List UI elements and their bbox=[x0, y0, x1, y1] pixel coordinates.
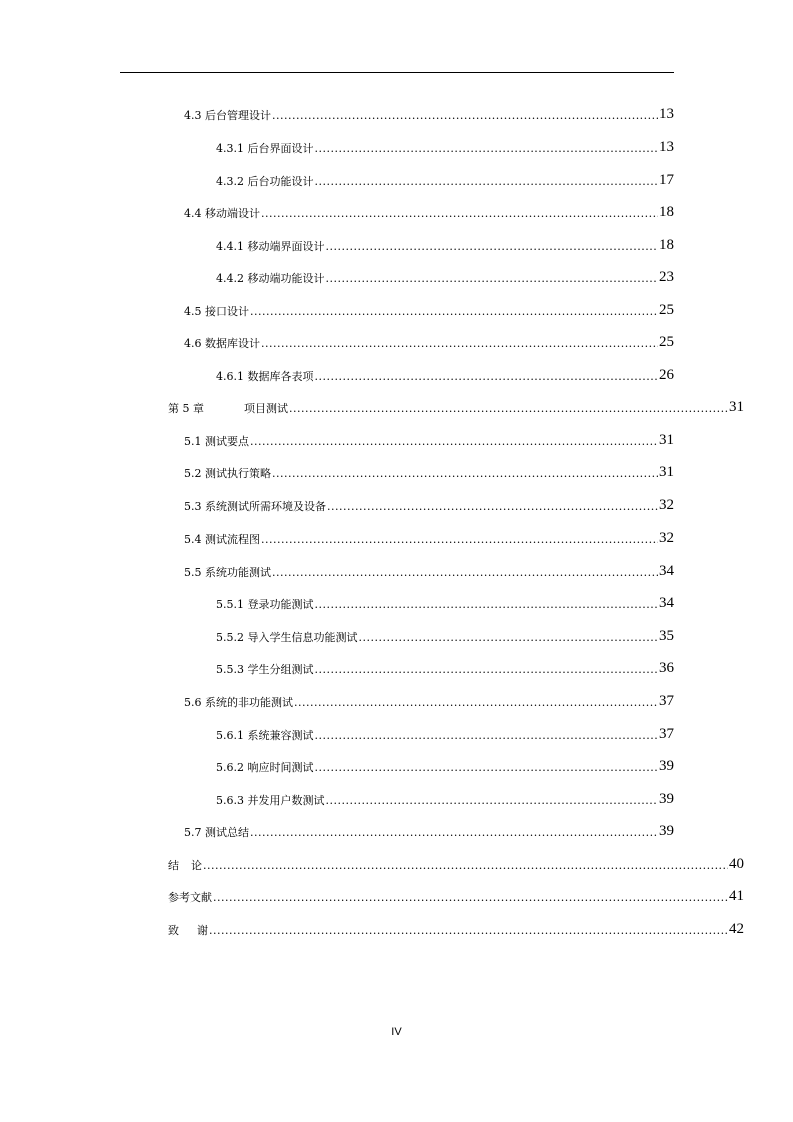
toc-entry-page: 18 bbox=[659, 204, 674, 220]
toc-entry-title: 5.3 系统测试所需环境及设备 bbox=[184, 500, 326, 513]
dot-leader bbox=[315, 142, 659, 156]
chapter-number: 第 5 章 bbox=[168, 402, 204, 415]
toc-entry-4-4-1[interactable] bbox=[216, 234, 674, 254]
toc-entry-page: 39 bbox=[659, 823, 674, 839]
toc-entry-4-3-1[interactable] bbox=[216, 136, 674, 156]
dot-leader bbox=[359, 631, 659, 645]
toc-entry-title: 5.6.3 并发用户数测试 bbox=[216, 794, 325, 807]
toc-entry-title: 4.5 接口设计 bbox=[184, 305, 249, 318]
toc-entry-title bbox=[168, 402, 288, 416]
dot-leader bbox=[272, 467, 658, 481]
dot-leader bbox=[289, 402, 728, 416]
toc-entry-title: 4.3.1 后台界面设计 bbox=[216, 142, 314, 155]
toc-entry-page: 17 bbox=[659, 172, 674, 188]
dot-leader bbox=[315, 761, 659, 775]
toc-entry-4-5[interactable] bbox=[184, 299, 674, 319]
toc-entry-4-6-1[interactable] bbox=[216, 364, 674, 384]
dot-leader bbox=[315, 370, 659, 384]
dot-leader bbox=[250, 435, 658, 449]
toc-entry-4-3-2[interactable] bbox=[216, 169, 674, 189]
toc-entry-title: 5.5.2 导入学生信息功能测试 bbox=[216, 631, 358, 644]
toc-entry-title: 5.5.1 登录功能测试 bbox=[216, 598, 314, 611]
toc-entry-title bbox=[168, 859, 202, 873]
toc-entry-title: 4.6 数据库设计 bbox=[184, 337, 260, 350]
dot-leader bbox=[315, 663, 659, 677]
toc-entry-page: 41 bbox=[729, 888, 744, 904]
toc-entry-chapter-5[interactable] bbox=[168, 396, 744, 416]
toc-entry-5-6-2[interactable] bbox=[216, 755, 674, 775]
toc-entry-page: 36 bbox=[659, 660, 674, 676]
toc-entry-title: 4.4 移动端设计 bbox=[184, 207, 260, 220]
toc-entry-title: 5.4 测试流程图 bbox=[184, 533, 260, 546]
toc-entry-title: 5.5 系统功能测试 bbox=[184, 566, 271, 579]
toc-entry-title: 5.5.3 学生分组测试 bbox=[216, 663, 314, 676]
dot-leader bbox=[315, 729, 659, 743]
dot-leader bbox=[250, 305, 658, 319]
toc-entry-page: 13 bbox=[659, 139, 674, 155]
toc-entry-title-part: 论 bbox=[191, 859, 202, 872]
dot-leader bbox=[272, 109, 658, 123]
toc-entry-page: 34 bbox=[659, 563, 674, 579]
toc-entry-title: 4.4.2 移动端功能设计 bbox=[216, 272, 325, 285]
toc-entry-title: 5.6.2 响应时间测试 bbox=[216, 761, 314, 774]
toc-entry-title-part: 谢 bbox=[197, 924, 208, 937]
toc-entry-page: 25 bbox=[659, 334, 674, 350]
dot-leader bbox=[326, 272, 659, 286]
toc-entry-conclusion[interactable] bbox=[168, 853, 744, 873]
toc-entry-title: 5.1 测试要点 bbox=[184, 435, 249, 448]
toc-entry-acknowledgements[interactable] bbox=[168, 918, 744, 938]
toc-entry-page: 31 bbox=[659, 464, 674, 480]
chapter-title: 项目测试 bbox=[244, 402, 288, 415]
toc-entry-page: 23 bbox=[659, 269, 674, 285]
toc-entry-5-5-3[interactable] bbox=[216, 657, 674, 677]
toc-entry-title: 4.4.1 移动端界面设计 bbox=[216, 240, 325, 253]
toc-entry-page: 39 bbox=[659, 758, 674, 774]
toc-entry-title: 5.2 测试执行策略 bbox=[184, 467, 271, 480]
toc-entry-title-part: 致 bbox=[168, 924, 179, 937]
toc-entry-5-5-2[interactable] bbox=[216, 625, 674, 645]
dot-leader bbox=[213, 891, 728, 905]
toc-entry-title: 参考文献 bbox=[168, 891, 212, 904]
toc-entry-5-6-3[interactable] bbox=[216, 788, 674, 808]
toc-entry-page: 42 bbox=[729, 921, 744, 937]
toc-entry-page: 18 bbox=[659, 237, 674, 253]
toc-entry-5-1[interactable] bbox=[184, 429, 674, 449]
page-number: IV bbox=[391, 1026, 402, 1038]
dot-leader bbox=[326, 240, 659, 254]
toc-entry-5-4[interactable] bbox=[184, 527, 674, 547]
toc-entry-page: 13 bbox=[659, 106, 674, 122]
toc-entry-5-5-1[interactable] bbox=[216, 592, 674, 612]
dot-leader bbox=[261, 533, 658, 547]
toc-entry-page: 25 bbox=[659, 302, 674, 318]
dot-leader bbox=[315, 598, 659, 612]
dot-leader bbox=[272, 566, 658, 580]
toc-entry-page: 32 bbox=[659, 530, 674, 546]
toc-entry-page: 35 bbox=[659, 628, 674, 644]
toc-entry-5-3[interactable] bbox=[184, 494, 674, 514]
dot-leader bbox=[203, 859, 728, 873]
toc-entry-title: 4.6.1 数据库各表项 bbox=[216, 370, 314, 383]
toc-entry-page: 34 bbox=[659, 595, 674, 611]
toc-entry-5-5[interactable] bbox=[184, 560, 674, 580]
dot-leader bbox=[294, 696, 658, 710]
toc-entry-page: 39 bbox=[659, 791, 674, 807]
toc-entry-page: 40 bbox=[729, 856, 744, 872]
toc-entry-title: 5.6.1 系统兼容测试 bbox=[216, 729, 314, 742]
toc-entry-page: 37 bbox=[659, 726, 674, 742]
toc-entry-title bbox=[168, 924, 208, 938]
toc-entry-5-6-1[interactable] bbox=[216, 723, 674, 743]
toc-entry-references[interactable] bbox=[168, 885, 744, 905]
dot-leader bbox=[327, 500, 658, 514]
toc-entry-5-6[interactable] bbox=[184, 690, 674, 710]
toc-entry-4-4[interactable] bbox=[184, 201, 674, 221]
toc-entry-title: 5.7 测试总结 bbox=[184, 826, 249, 839]
toc-entry-page: 32 bbox=[659, 497, 674, 513]
toc-entry-title-part: 结 bbox=[168, 859, 179, 872]
dot-leader bbox=[315, 175, 659, 189]
dot-leader bbox=[250, 826, 658, 840]
toc-entry-4-4-2[interactable] bbox=[216, 266, 674, 286]
dot-leader bbox=[209, 924, 728, 938]
toc-entry-title: 4.3.2 后台功能设计 bbox=[216, 175, 314, 188]
toc-entry-title: 4.3 后台管理设计 bbox=[184, 109, 271, 122]
toc-entry-5-2[interactable] bbox=[184, 461, 674, 481]
toc-entry-title: 5.6 系统的非功能测试 bbox=[184, 696, 293, 709]
toc-entry-page: 26 bbox=[659, 367, 674, 383]
toc-entry-page: 31 bbox=[729, 399, 744, 415]
dot-leader bbox=[261, 337, 658, 351]
toc-entry-page: 31 bbox=[659, 432, 674, 448]
dot-leader bbox=[261, 207, 658, 221]
toc-entry-4-6[interactable] bbox=[184, 331, 674, 351]
dot-leader bbox=[326, 794, 659, 808]
toc-entry-page: 37 bbox=[659, 693, 674, 709]
toc-entry-5-7[interactable] bbox=[184, 820, 674, 840]
toc-entry-4-3[interactable] bbox=[184, 103, 674, 123]
